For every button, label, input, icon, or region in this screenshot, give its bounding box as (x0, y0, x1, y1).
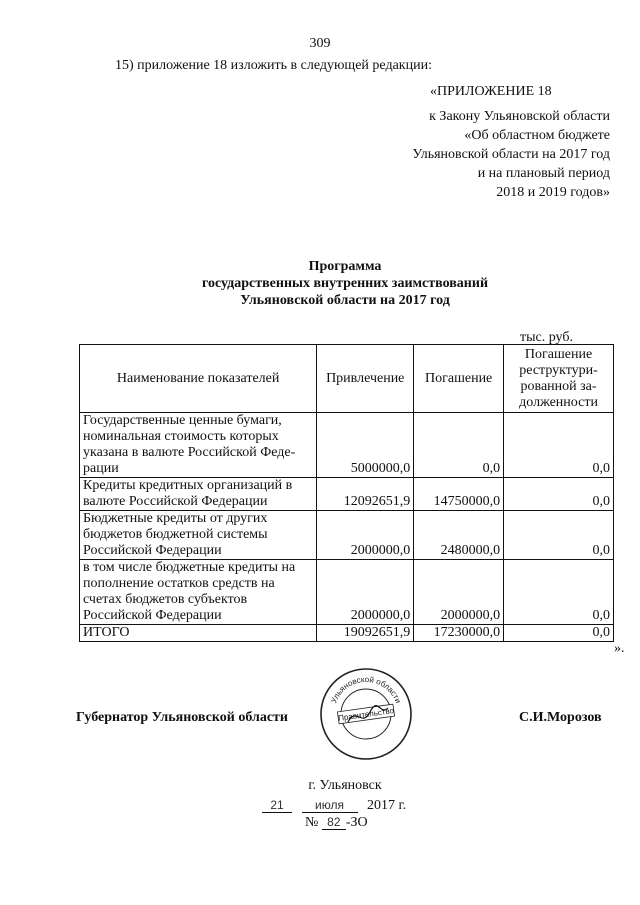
row-attraction-value: 19092651,9 (317, 625, 414, 642)
law-number (305, 815, 368, 831)
appendix-line: и на плановый период (477, 166, 610, 181)
header-restructured-repayment: Погашение реструктури-рованной за-долженности (504, 345, 614, 413)
row-name: Бюджетные кредиты от других бюджетов бюджетной системы Российской Федерации (80, 511, 317, 560)
header-indicator-name: Наименование показателей (80, 345, 317, 413)
date-line (262, 798, 406, 814)
date-year: 2017 г. (367, 798, 407, 813)
page-number: 309 (309, 36, 331, 51)
city-line: г. Ульяновск (308, 778, 382, 793)
table-row (80, 560, 614, 625)
row-name: ИТОГО (80, 625, 317, 642)
appendix-line: к Закону Ульяновской области (429, 109, 610, 124)
row-name: в том числе бюджетные кредиты на пополнение остатков средств на счетах бюджетов субъектов Российской Федерации (80, 560, 317, 625)
row-restructured-value: 0,0 (504, 560, 614, 625)
header-attraction: Привлечение (317, 345, 414, 413)
table-row (80, 413, 614, 478)
row-restructured-value: 0,0 (504, 625, 614, 642)
governor-name: С.И.Морозов (519, 710, 602, 725)
table-row (80, 478, 614, 511)
closing-quote: ». (614, 641, 625, 656)
appendix-line: «Об областном бюджете (464, 128, 610, 143)
law-number-prefix: № (305, 815, 319, 830)
program-title-line: государственных внутренних заимствований (201, 276, 489, 291)
row-attraction-value: 2000000,0 (317, 560, 414, 625)
row-repayment-value: 2480000,0 (414, 511, 504, 560)
governor-title: Губернатор Ульяновской области (76, 710, 288, 725)
table-total-row (80, 625, 614, 642)
table-header-row (80, 345, 614, 413)
row-restructured-value: 0,0 (504, 511, 614, 560)
borrowings-table (79, 344, 614, 642)
date-month: июля (302, 798, 358, 813)
appendix-title: «ПРИЛОЖЕНИЕ 18 (430, 84, 552, 99)
row-repayment-value: 17230000,0 (414, 625, 504, 642)
law-number-value: 82 (322, 815, 346, 830)
row-restructured-value: 0,0 (504, 413, 614, 478)
program-title-line: Ульяновской области на 2017 год (240, 293, 450, 308)
date-day: 21 (262, 798, 292, 813)
row-attraction-value: 5000000,0 (317, 413, 414, 478)
seal-ring-text: Ульяновской области (329, 674, 403, 705)
row-repayment-value: 14750000,0 (414, 478, 504, 511)
seal-center-text: Правительство (337, 706, 395, 723)
intro-text: 15) приложение 18 изложить в следующей редакции: (115, 58, 432, 73)
header-repayment: Погашение (414, 345, 504, 413)
row-restructured-value: 0,0 (504, 478, 614, 511)
row-attraction-value: 12092651,9 (317, 478, 414, 511)
row-name: Кредиты кредитных организаций в валюте Российской Федерации (80, 478, 317, 511)
appendix-line: Ульяновской области на 2017 год (412, 147, 610, 162)
row-repayment-value: 2000000,0 (414, 560, 504, 625)
row-repayment-value: 0,0 (414, 413, 504, 478)
row-attraction-value: 2000000,0 (317, 511, 414, 560)
program-title (0, 258, 640, 309)
law-number-suffix: -ЗО (345, 815, 368, 830)
appendix-line: 2018 и 2019 годов» (496, 185, 610, 200)
official-seal (318, 666, 414, 762)
appendix-reference (330, 107, 610, 202)
row-name: Государственные ценные бумаги, номинальная стоимость которых указана в валюте Российской Феде-рации (80, 413, 317, 478)
table-row (80, 511, 614, 560)
program-title-line: Программа (308, 259, 382, 274)
units-label: тыс. руб. (520, 330, 573, 345)
